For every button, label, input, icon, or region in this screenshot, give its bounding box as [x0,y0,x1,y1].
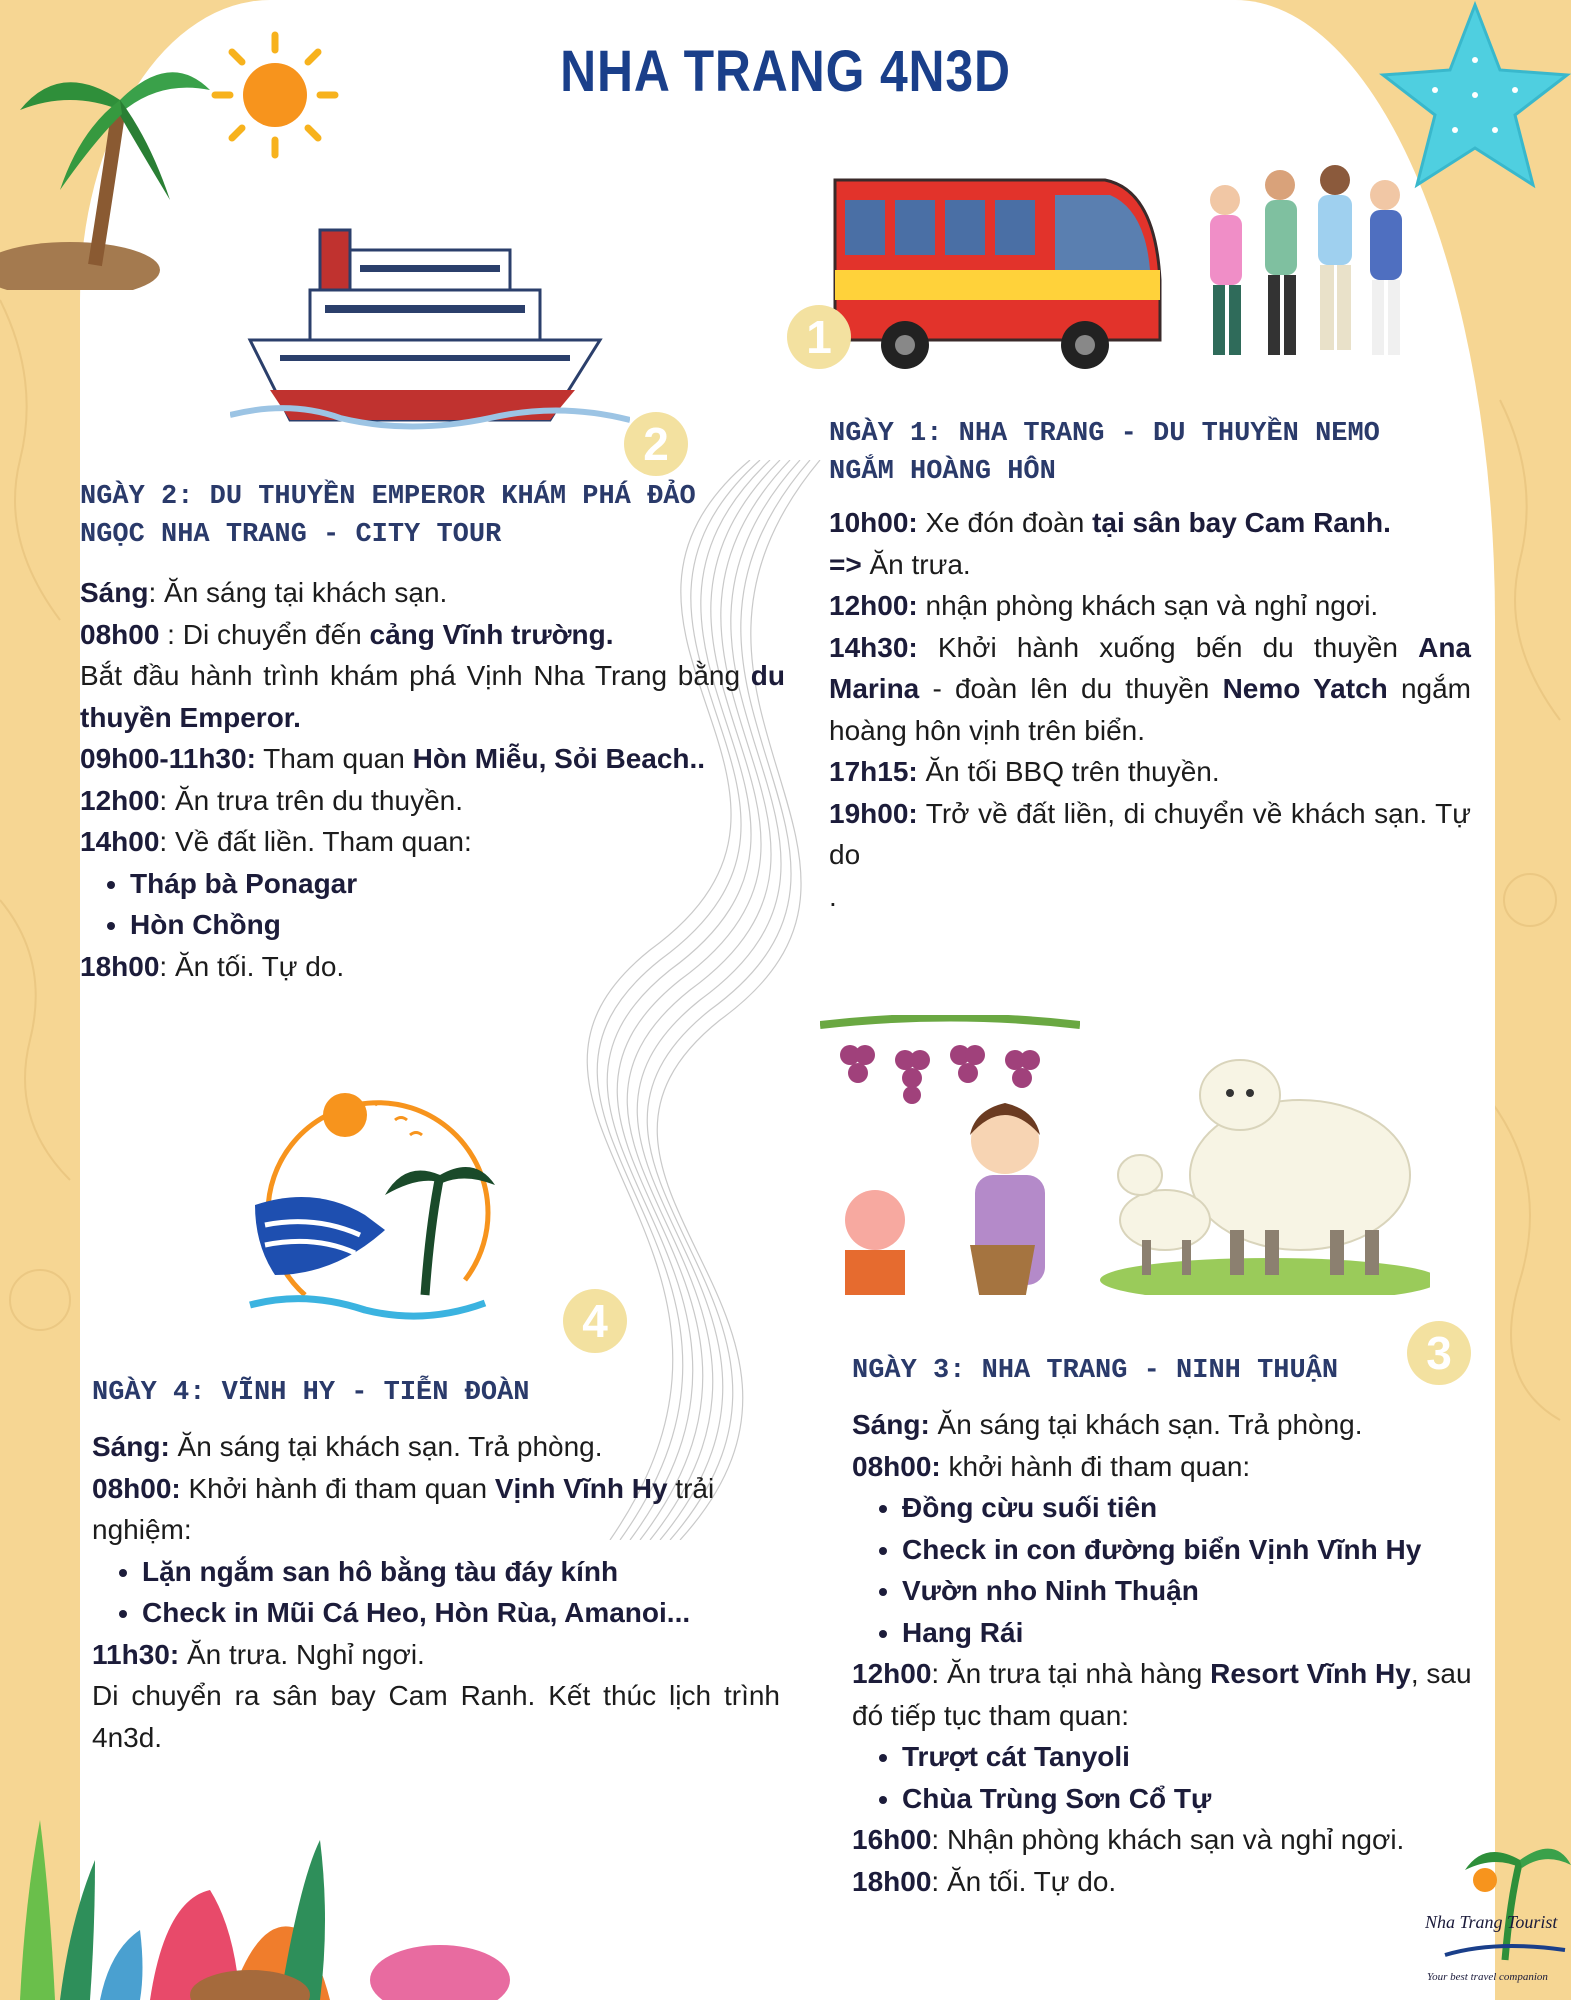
list-item: • Chùa Trùng Sơn Cổ Tự [902,1778,1492,1820]
day-3-morning-list [852,1487,1492,1653]
list-item: • Lặn ngắm san hô bằng tàu đáy kính [142,1551,780,1593]
day-2-places-list [80,863,785,946]
day-4-heading: NGÀY 4: VĨNH HY - TIỄN ĐOÀN [92,1378,530,1408]
cruise-ship-illustration [230,190,630,440]
list-item: • Hang Rái [902,1612,1492,1654]
logo-tagline: Your best travel companion [1427,1971,1548,1983]
day-4-schedule: Sáng: Ăn sáng tại khách sạn. Trả phòng. 08h00: Khởi hành đi tham quan Vịnh Vĩnh Hy trải nghiệm: • Lặn ngắm san hô bằng tàu đáy kính • Check in Mũi Cá Heo, Hòn Rùa, Amanoi... 11h30: Ăn trưa. Nghỉ ngơi. Di chuyển ra sân bay Cam Ranh. Kết thúc lịch trình 4n3d. [92,1426,780,1758]
sun-icon [210,30,340,160]
day-3-badge: 3 [1407,1321,1471,1385]
day-2-badge: 2 [624,412,688,476]
list-item: • Check in Mũi Cá Heo, Hòn Rùa, Amanoi... [142,1592,780,1634]
list-item: • Đồng cừu suối tiên [902,1487,1492,1529]
day-4-badge: 4 [563,1289,627,1353]
logo-text: Nha Trang Tourist [1425,1912,1558,1932]
day-4-experiences-list [92,1551,780,1634]
day-1-schedule: 10h00: Xe đón đoàn tại sân bay Cam Ranh. => Ăn trưa. 12h00: nhận phòng khách sạn và nghỉ ngơi. 14h30: Khởi hành xuống bến du thuyền Ana Marina - đoàn lên du thuyền Nemo Yatch ngắm hoàng hôn vịnh trên biển. 17h15: Ăn tối BBQ trên thuyền. 19h00: Trở về đất liền, di chuyển về khách sạn. Tự do . [829,507,1471,912]
list-item: • Trượt cát Tanyoli [902,1736,1492,1778]
list-item: • Tháp bà Ponagar [130,863,785,905]
page-title: NHA TRANG 4N3D [560,39,1011,104]
day-1-heading: NGÀY 1: NHA TRANG - DU THUYỀN NEMO NGẮM HOÀNG HÔN [829,419,1380,487]
coral-reef-decoration [0,1780,520,2000]
day-3-heading: NGÀY 3: NHA TRANG - NINH THUẬN [852,1356,1339,1386]
day-3-afternoon-list [852,1736,1492,1819]
list-item: • Hòn Chồng [130,904,785,946]
day-2-schedule: Sáng: Ăn sáng tại khách sạn. 08h00 : Di chuyển đến cảng Vĩnh trường. Bắt đầu hành trình khám phá Vịnh Nha Trang bằng du thuyền Emperor. 09h00-11h30: Tham quan Hòn Miễu, Sỏi Beach.. 12h00: Ăn trưa trên du thuyền. 14h00: Về đất liền. Tham quan: • Tháp bà Ponagar • Hòn Chồng 18h00: Ăn tối. Tự do. [80,572,785,987]
friends-group-illustration [1185,150,1425,390]
palm-tree-icon [0,30,210,290]
day-3-schedule: Sáng: Ăn sáng tại khách sạn. Trả phòng. 08h00: khởi hành đi tham quan: • Đồng cừu suối tiên • Check in con đường biển Vịnh Vĩnh Hy • Vườn nho Ninh Thuận • Hang Rái 12h00: Ăn trưa tại nhà hàng Resort Vĩnh Hy, sau đó tiếp tục tham quan: • Trượt cát Tanyoli • Chùa Trùng Sơn Cổ Tự 16h00: Nhận phòng khách sạn và nghỉ ngơi. 18h00: Ăn tối. Tự do. [852,1404,1492,1902]
nha-trang-tourist-logo [1425,1820,1571,2000]
list-item: • Check in con đường biển Vịnh Vĩnh Hy [902,1529,1492,1571]
grape-harvest-illustration [820,1015,1080,1295]
day-1-badge: 1 [787,305,851,369]
sheep-illustration [1090,1035,1430,1295]
ship-palm-logo-illustration [245,1065,505,1325]
list-item: • Vườn nho Ninh Thuận [902,1570,1492,1612]
bus-illustration [825,160,1175,390]
day-2-heading: NGÀY 2: DU THUYỀN EMPEROR KHÁM PHÁ ĐẢO NGỌC NHA TRANG - CITY TOUR [80,482,696,550]
